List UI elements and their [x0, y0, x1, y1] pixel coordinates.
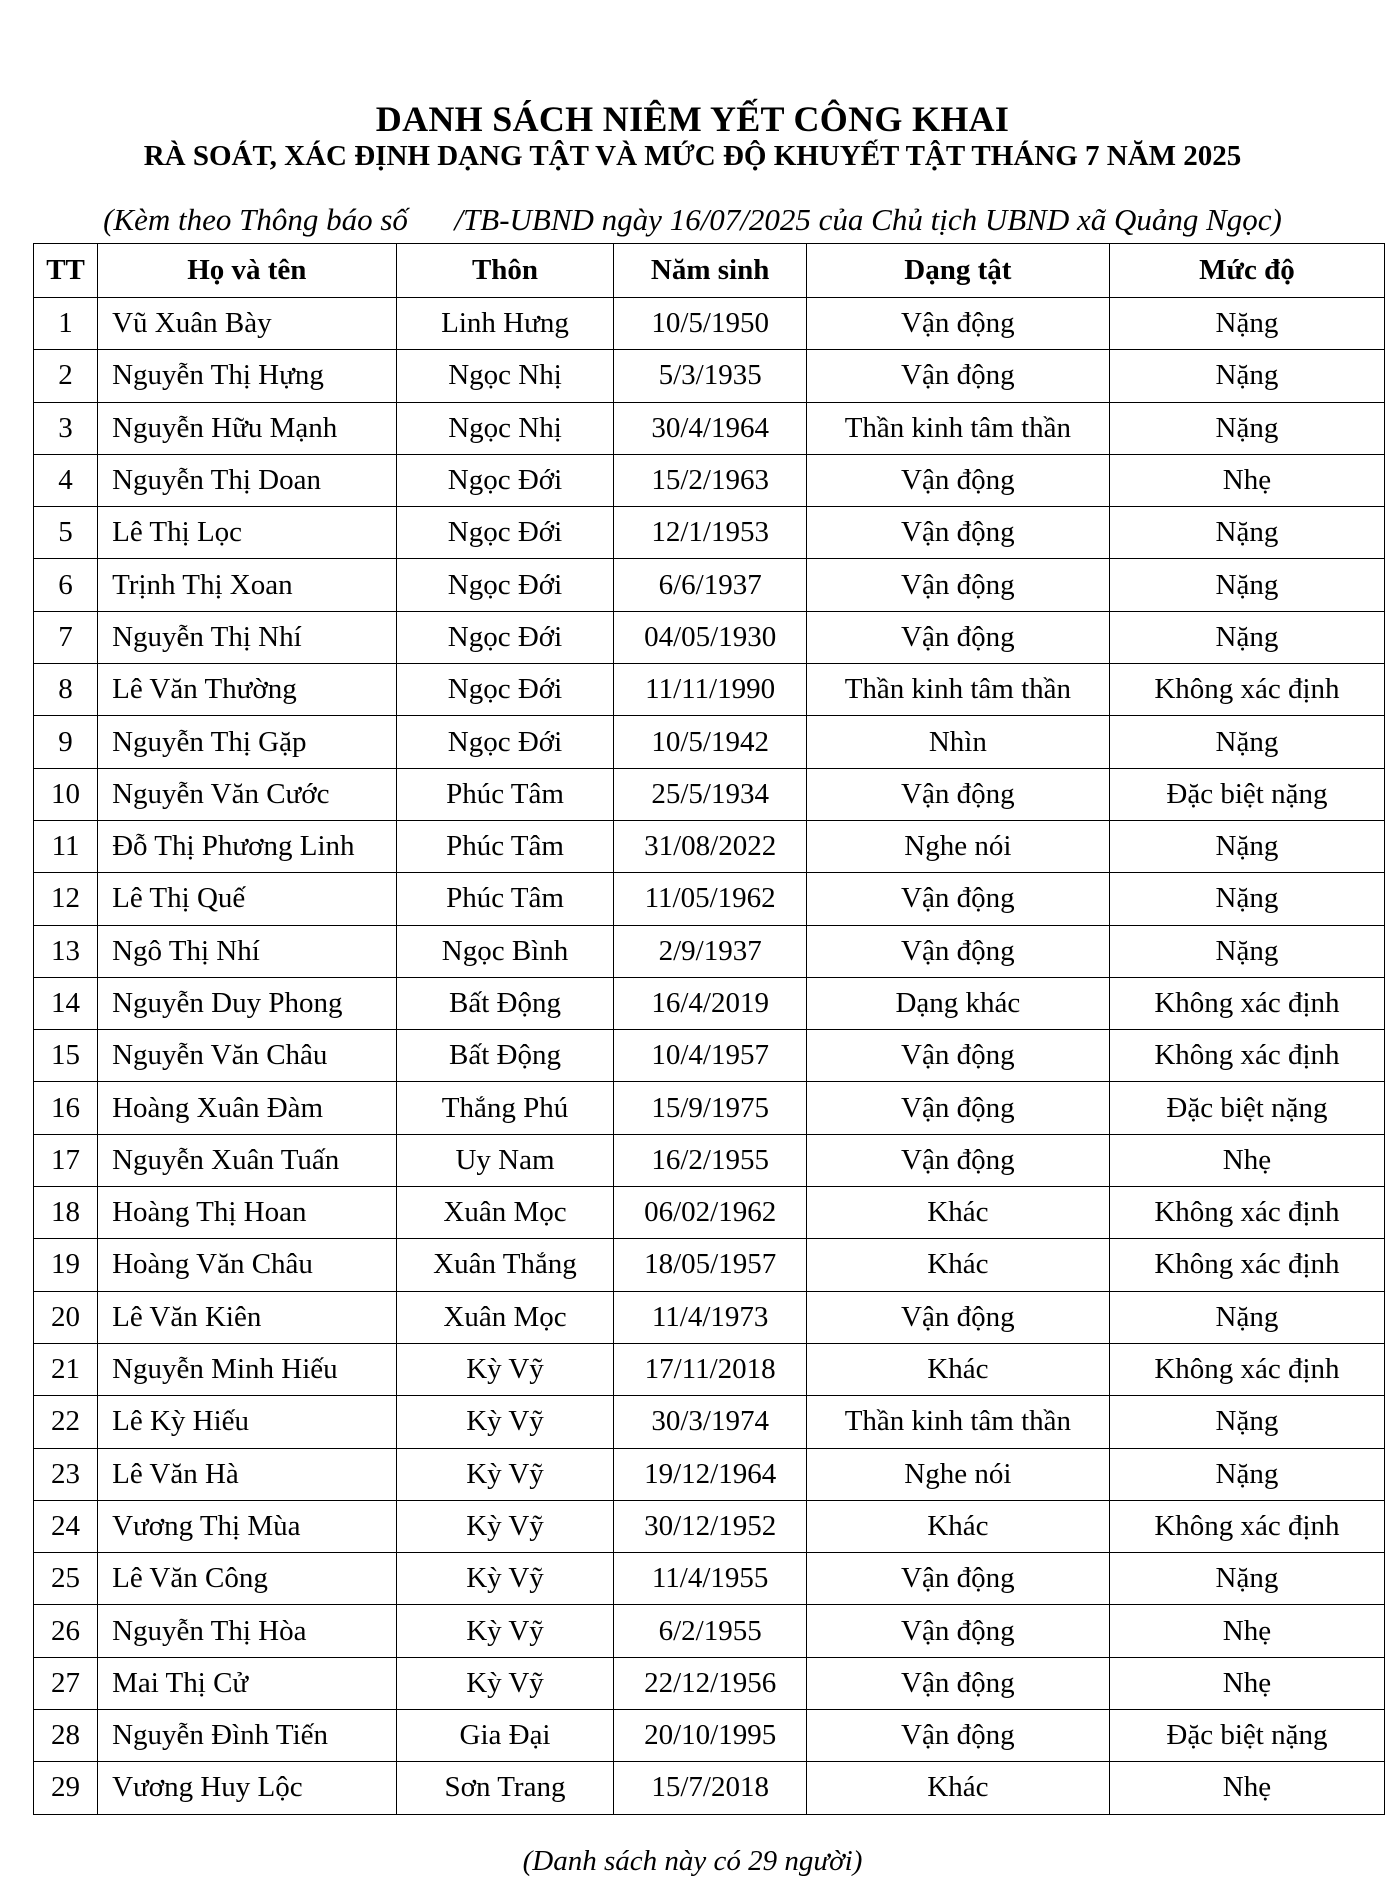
cell-name: Trịnh Thị Xoan [98, 559, 396, 611]
cell-tt: 21 [34, 1343, 98, 1395]
cell-village: Phúc Tâm [396, 873, 614, 925]
table-row [34, 1291, 1385, 1343]
cell-tt: 22 [34, 1396, 98, 1448]
cell-severity: Nặng [1109, 1553, 1384, 1605]
cell-tt: 2 [34, 350, 98, 402]
cell-birth-date: 30/4/1964 [614, 402, 806, 454]
cell-birth-date: 6/2/1955 [614, 1605, 806, 1657]
table-row [34, 1710, 1385, 1762]
cell-name: Vương Huy Lộc [98, 1762, 396, 1814]
cell-village: Linh Hưng [396, 298, 614, 350]
cell-disability-type: Vận động [806, 559, 1109, 611]
cell-name: Nguyễn Xuân Tuấn [98, 1134, 396, 1186]
cell-village: Ngọc Đới [396, 507, 614, 559]
cell-severity: Nặng [1109, 820, 1384, 872]
cell-disability-type: Vận động [806, 1553, 1109, 1605]
cell-severity: Nhẹ [1109, 1762, 1384, 1814]
cell-tt: 11 [34, 820, 98, 872]
cell-severity: Nặng [1109, 559, 1384, 611]
cell-village: Xuân Thắng [396, 1239, 614, 1291]
cell-birth-date: 11/11/1990 [614, 664, 806, 716]
table-row [34, 1762, 1385, 1814]
cell-birth-date: 04/05/1930 [614, 611, 806, 663]
cell-birth-date: 15/2/1963 [614, 454, 806, 506]
cell-birth-date: 31/08/2022 [614, 820, 806, 872]
header-name: Họ và tên [98, 244, 396, 298]
cell-name: Lê Thị Lọc [98, 507, 396, 559]
cell-village: Ngọc Đới [396, 454, 614, 506]
cell-severity: Không xác định [1109, 1343, 1384, 1395]
cell-disability-type: Vận động [806, 1657, 1109, 1709]
cell-tt: 25 [34, 1553, 98, 1605]
cell-village: Ngọc Đới [396, 716, 614, 768]
cell-birth-date: 11/4/1955 [614, 1553, 806, 1605]
cell-birth-date: 30/3/1974 [614, 1396, 806, 1448]
cell-tt: 18 [34, 1187, 98, 1239]
cell-name: Nguyễn Minh Hiếu [98, 1343, 396, 1395]
cell-tt: 28 [34, 1710, 98, 1762]
cell-name: Nguyễn Thị Hựng [98, 350, 396, 402]
header-disability-type: Dạng tật [806, 244, 1109, 298]
cell-village: Phúc Tâm [396, 768, 614, 820]
table-row [34, 873, 1385, 925]
document-subtitle-heading: RÀ SOÁT, XÁC ĐỊNH DẠNG TẬT VÀ MỨC ĐỘ KHUYẾT TẬT THÁNG 7 NĂM 2025 [143, 140, 1242, 172]
cell-birth-date: 11/4/1973 [614, 1291, 806, 1343]
cell-tt: 9 [34, 716, 98, 768]
table-row [34, 1030, 1385, 1082]
table-row [34, 768, 1385, 820]
cell-severity: Nặng [1109, 873, 1384, 925]
header-birth-year: Năm sinh [614, 244, 806, 298]
table-row [34, 1082, 1385, 1134]
cell-village: Kỳ Vỹ [396, 1657, 614, 1709]
table-row [34, 1187, 1385, 1239]
cell-name: Hoàng Xuân Đàm [98, 1082, 396, 1134]
cell-birth-date: 25/5/1934 [614, 768, 806, 820]
cell-tt: 17 [34, 1134, 98, 1186]
table-row [34, 1605, 1385, 1657]
cell-severity: Nặng [1109, 350, 1384, 402]
cell-disability-type: Vận động [806, 925, 1109, 977]
table-row [34, 664, 1385, 716]
cell-birth-date: 12/1/1953 [614, 507, 806, 559]
cell-severity: Đặc biệt nặng [1109, 1082, 1384, 1134]
cell-disability-type: Vận động [806, 507, 1109, 559]
cell-name: Nguyễn Thị Hòa [98, 1605, 396, 1657]
cell-disability-type: Vận động [806, 350, 1109, 402]
cell-severity: Nặng [1109, 298, 1384, 350]
cell-disability-type: Thần kinh tâm thần [806, 1396, 1109, 1448]
cell-birth-date: 22/12/1956 [614, 1657, 806, 1709]
cell-name: Hoàng Thị Hoan [98, 1187, 396, 1239]
cell-birth-date: 6/6/1937 [614, 559, 806, 611]
cell-name: Lê Kỳ Hiếu [98, 1396, 396, 1448]
cell-disability-type: Vận động [806, 1030, 1109, 1082]
cell-disability-type: Thần kinh tâm thần [806, 402, 1109, 454]
cell-disability-type: Vận động [806, 1605, 1109, 1657]
table-row [34, 298, 1385, 350]
cell-birth-date: 15/7/2018 [614, 1762, 806, 1814]
table-row [34, 716, 1385, 768]
header-severity: Mức độ [1109, 244, 1384, 298]
cell-severity: Nặng [1109, 1448, 1384, 1500]
cell-village: Ngọc Nhị [396, 350, 614, 402]
cell-disability-type: Vận động [806, 611, 1109, 663]
document-reference-note: (Kèm theo Thông báo số /TB-UBND ngày 16/07/2025 của Chủ tịch UBND xã Quảng Ngọc) [103, 202, 1282, 237]
cell-birth-date: 20/10/1995 [614, 1710, 806, 1762]
cell-birth-date: 10/5/1942 [614, 716, 806, 768]
disability-list-table [33, 243, 1385, 1815]
cell-severity: Không xác định [1109, 1187, 1384, 1239]
table-row [34, 350, 1385, 402]
cell-village: Bất Động [396, 1030, 614, 1082]
cell-name: Mai Thị Cử [98, 1657, 396, 1709]
cell-name: Lê Văn Công [98, 1553, 396, 1605]
cell-birth-date: 17/11/2018 [614, 1343, 806, 1395]
table-header-row [34, 244, 1385, 298]
cell-name: Nguyễn Văn Châu [98, 1030, 396, 1082]
cell-tt: 15 [34, 1030, 98, 1082]
cell-name: Nguyễn Văn Cước [98, 768, 396, 820]
table-row [34, 611, 1385, 663]
cell-disability-type: Khác [806, 1239, 1109, 1291]
cell-name: Lê Văn Kiên [98, 1291, 396, 1343]
cell-village: Xuân Mọc [396, 1291, 614, 1343]
cell-disability-type: Khác [806, 1500, 1109, 1552]
cell-disability-type: Vận động [806, 1291, 1109, 1343]
cell-village: Kỳ Vỹ [396, 1396, 614, 1448]
cell-tt: 19 [34, 1239, 98, 1291]
cell-tt: 4 [34, 454, 98, 506]
cell-disability-type: Khác [806, 1187, 1109, 1239]
cell-disability-type: Vận động [806, 1082, 1109, 1134]
cell-tt: 7 [34, 611, 98, 663]
cell-tt: 1 [34, 298, 98, 350]
cell-severity: Nhẹ [1109, 454, 1384, 506]
cell-name: Lê Thị Quế [98, 873, 396, 925]
cell-disability-type: Dạng khác [806, 977, 1109, 1029]
cell-severity: Không xác định [1109, 664, 1384, 716]
cell-tt: 6 [34, 559, 98, 611]
cell-tt: 3 [34, 402, 98, 454]
cell-tt: 16 [34, 1082, 98, 1134]
cell-disability-type: Vận động [806, 298, 1109, 350]
cell-tt: 29 [34, 1762, 98, 1814]
cell-tt: 23 [34, 1448, 98, 1500]
cell-tt: 5 [34, 507, 98, 559]
table-row [34, 1343, 1385, 1395]
cell-disability-type: Vận động [806, 454, 1109, 506]
cell-name: Lê Văn Thường [98, 664, 396, 716]
cell-tt: 14 [34, 977, 98, 1029]
cell-name: Nguyễn Đình Tiến [98, 1710, 396, 1762]
cell-severity: Không xác định [1109, 1030, 1384, 1082]
cell-village: Kỳ Vỹ [396, 1553, 614, 1605]
cell-disability-type: Khác [806, 1762, 1109, 1814]
cell-severity: Nhẹ [1109, 1134, 1384, 1186]
cell-severity: Không xác định [1109, 1239, 1384, 1291]
cell-birth-date: 10/5/1950 [614, 298, 806, 350]
cell-disability-type: Nghe nói [806, 820, 1109, 872]
cell-tt: 12 [34, 873, 98, 925]
cell-birth-date: 2/9/1937 [614, 925, 806, 977]
cell-birth-date: 18/05/1957 [614, 1239, 806, 1291]
cell-name: Vũ Xuân Bày [98, 298, 396, 350]
cell-severity: Nặng [1109, 1396, 1384, 1448]
cell-severity: Đặc biệt nặng [1109, 1710, 1384, 1762]
cell-tt: 10 [34, 768, 98, 820]
cell-village: Thắng Phú [396, 1082, 614, 1134]
cell-disability-type: Nghe nói [806, 1448, 1109, 1500]
cell-severity: Đặc biệt nặng [1109, 768, 1384, 820]
cell-severity: Nhẹ [1109, 1657, 1384, 1709]
cell-village: Phúc Tâm [396, 820, 614, 872]
table-row [34, 454, 1385, 506]
table-row [34, 1134, 1385, 1186]
cell-birth-date: 16/4/2019 [614, 977, 806, 1029]
cell-disability-type: Vận động [806, 1710, 1109, 1762]
cell-tt: 26 [34, 1605, 98, 1657]
cell-severity: Nặng [1109, 716, 1384, 768]
cell-tt: 8 [34, 664, 98, 716]
cell-village: Kỳ Vỹ [396, 1343, 614, 1395]
cell-severity: Nhẹ [1109, 1605, 1384, 1657]
cell-name: Đỗ Thị Phương Linh [98, 820, 396, 872]
cell-name: Nguyễn Thị Gặp [98, 716, 396, 768]
table-row [34, 559, 1385, 611]
cell-village: Ngọc Đới [396, 559, 614, 611]
cell-birth-date: 10/4/1957 [614, 1030, 806, 1082]
cell-disability-type: Vận động [806, 873, 1109, 925]
cell-tt: 20 [34, 1291, 98, 1343]
footer-note: (Danh sách này có 29 người) [522, 1845, 863, 1877]
cell-birth-date: 30/12/1952 [614, 1500, 806, 1552]
cell-disability-type: Thần kinh tâm thần [806, 664, 1109, 716]
cell-severity: Nặng [1109, 611, 1384, 663]
cell-tt: 27 [34, 1657, 98, 1709]
table-row [34, 1448, 1385, 1500]
cell-name: Nguyễn Thị Nhí [98, 611, 396, 663]
cell-birth-date: 19/12/1964 [614, 1448, 806, 1500]
cell-village: Kỳ Vỹ [396, 1605, 614, 1657]
cell-severity: Không xác định [1109, 977, 1384, 1029]
cell-village: Sơn Trang [396, 1762, 614, 1814]
cell-name: Lê Văn Hà [98, 1448, 396, 1500]
cell-village: Gia Đại [396, 1710, 614, 1762]
cell-birth-date: 15/9/1975 [614, 1082, 806, 1134]
cell-disability-type: Vận động [806, 768, 1109, 820]
cell-village: Kỳ Vỹ [396, 1500, 614, 1552]
table-row [34, 1553, 1385, 1605]
cell-village: Ngọc Đới [396, 611, 614, 663]
cell-severity: Nặng [1109, 925, 1384, 977]
cell-birth-date: 16/2/1955 [614, 1134, 806, 1186]
table-row [34, 402, 1385, 454]
table-row [34, 820, 1385, 872]
cell-village: Uy Nam [396, 1134, 614, 1186]
cell-disability-type: Khác [806, 1343, 1109, 1395]
cell-disability-type: Nhìn [806, 716, 1109, 768]
cell-birth-date: 06/02/1962 [614, 1187, 806, 1239]
header-tt: TT [34, 244, 98, 298]
cell-severity: Nặng [1109, 1291, 1384, 1343]
cell-village: Xuân Mọc [396, 1187, 614, 1239]
document-title: DANH SÁCH NIÊM YẾT CÔNG KHAI [375, 99, 1010, 139]
cell-village: Ngọc Đới [396, 664, 614, 716]
table-row [34, 1657, 1385, 1709]
cell-name: Nguyễn Thị Doan [98, 454, 396, 506]
table-row [34, 925, 1385, 977]
cell-disability-type: Vận động [806, 1134, 1109, 1186]
cell-village: Kỳ Vỹ [396, 1448, 614, 1500]
table-body [34, 298, 1385, 1815]
cell-birth-date: 11/05/1962 [614, 873, 806, 925]
cell-name: Nguyễn Hữu Mạnh [98, 402, 396, 454]
header-village: Thôn [396, 244, 614, 298]
cell-name: Nguyễn Duy Phong [98, 977, 396, 1029]
cell-birth-date: 5/3/1935 [614, 350, 806, 402]
table-row [34, 977, 1385, 1029]
cell-name: Ngô Thị Nhí [98, 925, 396, 977]
cell-name: Hoàng Văn Châu [98, 1239, 396, 1291]
cell-tt: 24 [34, 1500, 98, 1552]
cell-severity: Nặng [1109, 402, 1384, 454]
table-row [34, 507, 1385, 559]
table-row [34, 1396, 1385, 1448]
table-row [34, 1500, 1385, 1552]
cell-tt: 13 [34, 925, 98, 977]
cell-severity: Nặng [1109, 507, 1384, 559]
cell-severity: Không xác định [1109, 1500, 1384, 1552]
cell-village: Ngọc Bình [396, 925, 614, 977]
table-row [34, 1239, 1385, 1291]
cell-village: Ngọc Nhị [396, 402, 614, 454]
cell-village: Bất Động [396, 977, 614, 1029]
cell-name: Vương Thị Mùa [98, 1500, 396, 1552]
